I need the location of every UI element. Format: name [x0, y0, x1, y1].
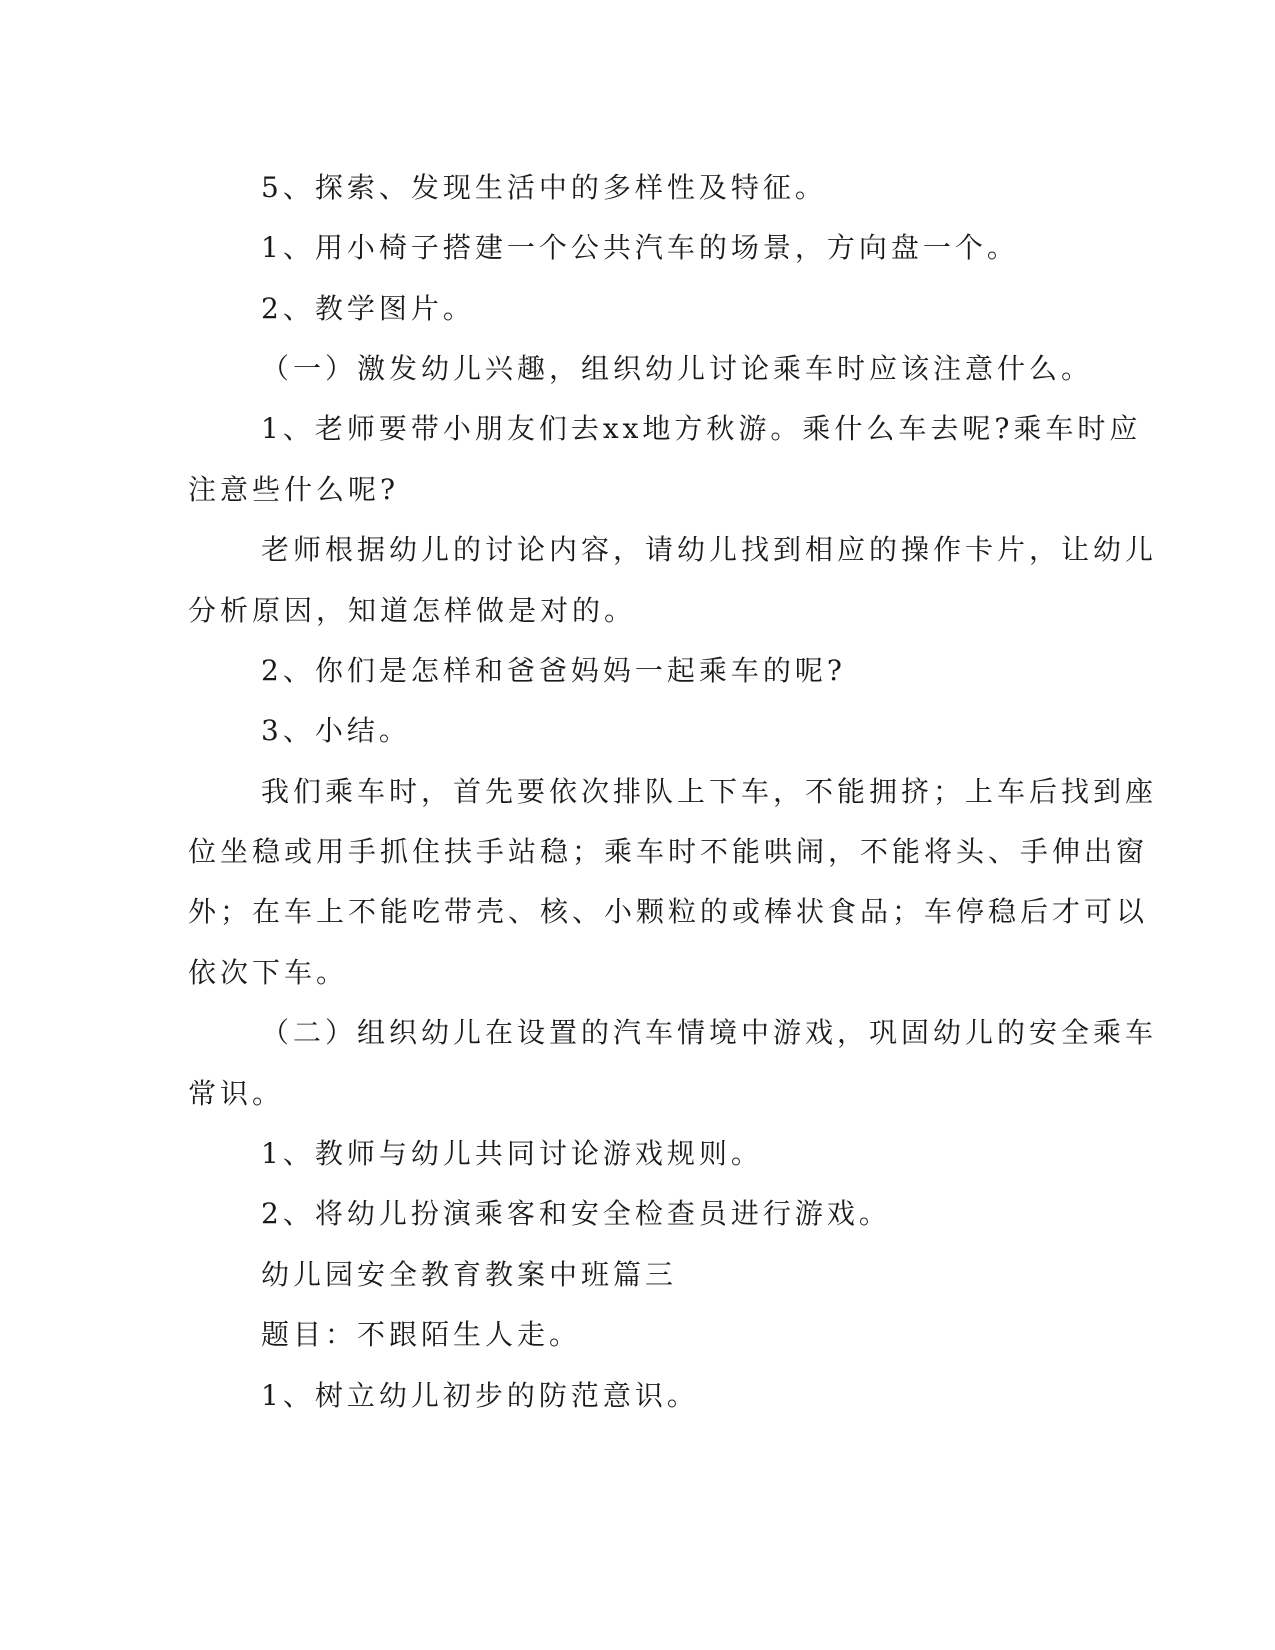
- text-line: 1、教师与幼儿共同讨论游戏规则。: [261, 1137, 763, 1170]
- text-line: 2、你们是怎样和爸爸妈妈一起乘车的呢?: [261, 654, 846, 687]
- section-heading: （一）激发幼儿兴趣，组织幼儿讨论乘车时应该注意什么。: [261, 352, 1094, 385]
- text-line: 1、树立幼儿初步的防范意识。: [261, 1379, 699, 1412]
- text-line: 2、将幼儿扮演乘客和安全检查员进行游戏。: [261, 1197, 891, 1230]
- chapter-title: 幼儿园安全教育教案中班篇三: [261, 1258, 678, 1291]
- section-heading: （二）组织幼儿在设置的汽车情境中游戏，巩固幼儿的安全乘车: [261, 1016, 1158, 1049]
- text-line: 1、老师要带小朋友们去xx地方秋游。乘什么车去呢?乘车时应: [261, 412, 1142, 445]
- text-line: 3、小结。: [261, 714, 411, 747]
- text-line: 2、教学图片。: [261, 292, 475, 325]
- text-line: 位坐稳或用手抓住扶手站稳；乘车时不能哄闹，不能将头、手伸出窗: [188, 835, 1149, 868]
- text-line: 5、探索、发现生活中的多样性及特征。: [261, 171, 827, 204]
- text-line: 1、用小椅子搭建一个公共汽车的场景，方向盘一个。: [261, 231, 1019, 264]
- text-line: 注意些什么呢?: [188, 473, 400, 506]
- text-line: 依次下车。: [188, 956, 349, 989]
- text-line: 分析原因，知道怎样做是对的。: [188, 594, 637, 627]
- text-line: 题目：不跟陌生人走。: [261, 1318, 582, 1351]
- text-line: 常识。: [188, 1077, 285, 1110]
- text-line: 外；在车上不能吃带壳、核、小颗粒的或棒状食品；车停稳后才可以: [188, 895, 1149, 928]
- text-line: 老师根据幼儿的讨论内容，请幼儿找到相应的操作卡片，让幼儿: [261, 533, 1158, 566]
- text-line: 我们乘车时，首先要依次排队上下车，不能拥挤；上车后找到座: [261, 775, 1158, 808]
